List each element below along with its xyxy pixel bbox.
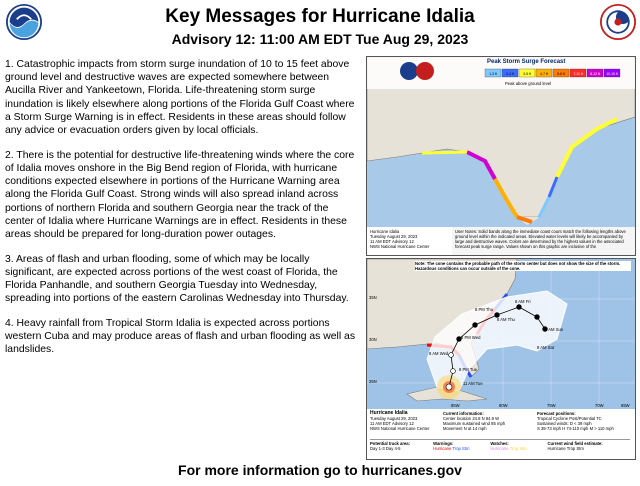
surge-legend-label: 2-4 ft (506, 72, 514, 76)
wind-category-label: H 74-110 mph (562, 426, 589, 431)
storm-center: NWS National Hurricane Center (370, 426, 430, 431)
track-label: 8 PM Wed (461, 335, 481, 340)
lat-label: 30N (369, 337, 377, 342)
key-messages (5, 58, 357, 368)
key-message-2: 2. There is the potential for destructive life-threatening winds where the core of Idalia moves onshore in the Big Bend region of Florida, with hurricane conditions expected elsewhere in portions of the Hurricane Warning area along the Florida Gulf Coast. Strong winds will also spread inland across portions of northern Florida and southern Georgia near the track of the center of Idalia where Hurricane Warnings are in effect. Residents in these areas should be prepared for long-duration power outages. (5, 149, 355, 240)
surge-info-line: Hurricane Idalia (370, 229, 400, 234)
surge-legend-label: 5-8 ft (557, 72, 565, 76)
track-label: 8 AM Wed (429, 351, 449, 356)
track-point (451, 369, 456, 374)
current-info-movement: Movement N at 14 mph (443, 426, 487, 431)
surge-legend-label: 10-15 ft (606, 72, 618, 76)
legend-track-heading: Potential track area: (370, 441, 411, 446)
forecast-type: Tropical Cyclone (537, 416, 569, 421)
track-point (446, 384, 452, 390)
lon-label: 65W (621, 403, 630, 408)
current-info-heading: Current information: (443, 411, 484, 416)
legend-item: Trop Stm (509, 446, 527, 451)
lon-label: 80W (499, 403, 508, 408)
storm-surge-map (366, 56, 636, 256)
track-point (517, 305, 522, 310)
surge-info-line: 11 AM EDT Advisory 12 (370, 239, 414, 244)
cone-note: Note: The cone contains the probable path of the storm center but does not show the size of the storm. Hazardous conditions can occur outside of the cone. (415, 261, 631, 271)
surge-map-title: Peak Storm Surge Forecast (487, 59, 566, 65)
track-point (535, 315, 540, 320)
current-info (443, 411, 533, 431)
forecast-cone-map (366, 258, 636, 460)
legend-item: Day 1-3 (370, 446, 385, 451)
surge-info (370, 229, 450, 249)
track-label: 8 PM Tue (459, 367, 477, 372)
noaa-logo (6, 4, 42, 40)
legend-item: Day 4-5 (385, 446, 401, 451)
surge-legend-label: 4-7 ft (540, 72, 548, 76)
nws-logo (600, 4, 636, 40)
current-info-wind: Maximum sustained wind 85 mph (443, 421, 506, 426)
track-label: 8 AM Sun (545, 327, 564, 332)
lat-label: 25N (369, 379, 377, 384)
surge-subnote: Peak above ground level (505, 81, 552, 86)
track-point (449, 353, 454, 358)
advisory-subtitle: Advisory 12: 11:00 AM EDT Tue Aug 29, 2023 (171, 31, 469, 47)
legend-warnings (433, 441, 489, 451)
legend-warnings-heading: Warnings: (433, 441, 454, 446)
lon-label: 70W (595, 403, 604, 408)
surge-user-notes: User Notes: Solid bands along the immediate coast count match the following lengths above ground level within the indicated areas. Elevated water levels will likely be accompanied by large and destructive waves. Colors are determined by the highest values in the associated forecast peak surge range. Values shown on this graphic are inclusive of the (455, 229, 626, 249)
surge-legend-label: 1-3 ft (489, 72, 497, 76)
legend-item: Hurricane (433, 446, 452, 451)
lon-label: 85W (451, 403, 460, 408)
surge-info-line: NWS National Hurricane Center (370, 244, 430, 249)
forecast-positions-heading: Forecast positions: (537, 411, 576, 416)
wind-category-label: D < 39 mph (569, 421, 592, 426)
surge-legend-label: 3-5 ft (523, 72, 531, 76)
track-label: 11 AM Tue (463, 381, 483, 386)
page-title: Key Messages for Hurricane Idalia (165, 6, 475, 27)
track-label: 8 AM Sat (537, 345, 554, 350)
storm-date: Tuesday August 29, 2023 (370, 416, 418, 421)
surge-info-line: Tuesday August 29, 2023 (370, 234, 418, 239)
wind-category-label: Sustained winds: (537, 421, 569, 426)
forecast-positions (537, 411, 633, 431)
footer-link-text: For more information go to hurricanes.gov (178, 462, 462, 478)
track-point (473, 323, 478, 328)
storm-surge-map-graphic (367, 57, 635, 255)
storm-name: Hurricane Idalia (370, 410, 408, 416)
track-label: 8 AM Fri (515, 299, 531, 304)
key-message-3: 3. Areas of flash and urban flooding, some of which may be locally significant, are expected across portions of the west coast of Florida, the Florida Panhandle, and southern Georgia Tuesday into Wednesday, spreading into portions of the eastern Carolinas Wednesday into Thursday. (5, 253, 349, 305)
track-label: 8 PM Thu (475, 307, 494, 312)
key-message-1: 1. Catastrophic impacts from storm surge inundation of 10 to 15 feet above ground level and destructive waves are expected somewhere between Aucilla River and Yankeetown, Florida. Life-threatening storm surge inundation is likely elsewhere along portions of the Florida Gulf Coast where a Storm Surge Warning is in effect. Residents in these areas should follow any advice or evacuation orders given by local officials. (5, 59, 355, 137)
legend-wind-extent (548, 441, 628, 451)
current-info-location: Center location 24.8 N 84.9 W (443, 416, 500, 421)
surge-legend-label: 8-12 ft (590, 72, 600, 76)
legend-watches-heading: Watches: (490, 441, 509, 446)
legend-item: Trop Stm (566, 446, 584, 451)
legend-track-area (370, 441, 432, 451)
forecast-type: Post/Potential TC (569, 416, 602, 421)
storm-info (370, 411, 440, 431)
wind-category-label: S 39-73 mph (537, 426, 561, 431)
track-label: 8 AM Thu (497, 317, 515, 322)
legend-watches (490, 441, 546, 451)
legend-item: Hurricane (547, 446, 566, 451)
legend-item: Hurricane (490, 446, 509, 451)
legend-item: Trop Stm (452, 446, 470, 451)
wind-category (537, 426, 633, 431)
lon-label: 75W (547, 403, 556, 408)
storm-advisory: 11 AM EDT Advisory 12 (370, 421, 414, 426)
key-message-4: 4. Heavy rainfall from Tropical Storm Idalia is expected across portions western Cuba and may produce areas of flash and urban flooding as well as landslides. (5, 317, 356, 356)
wind-category-label: M > 110 mph (589, 426, 614, 431)
cone-legend (370, 439, 630, 451)
lat-label: 35N (369, 295, 377, 300)
legend-wind-heading: Current wind field estimate: (547, 441, 603, 446)
surge-legend-label: 7-11 ft (573, 72, 583, 76)
